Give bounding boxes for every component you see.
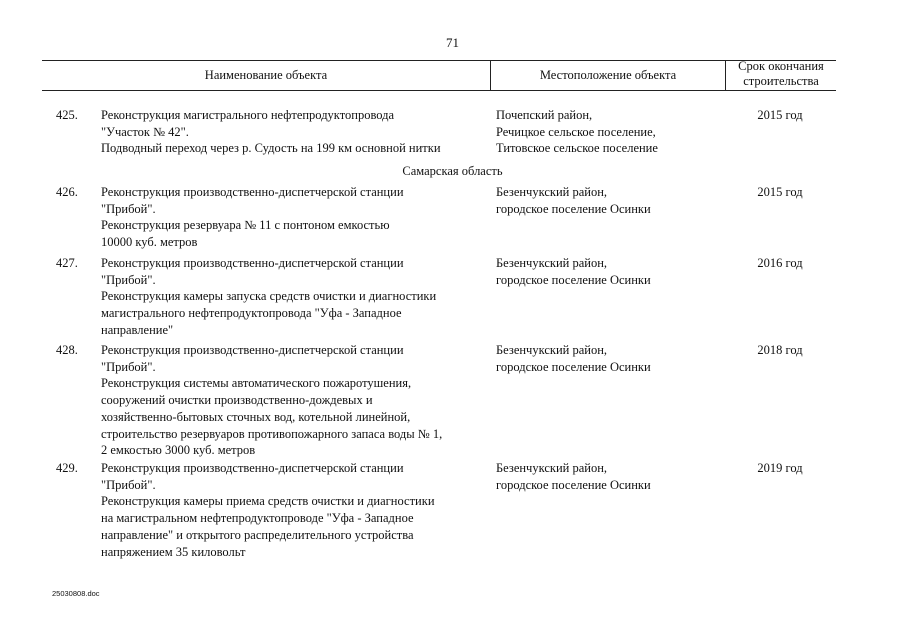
completion-year: 2015 год xyxy=(757,185,803,199)
object-location: Безенчукский район, городское поселение Осинки xyxy=(496,343,651,374)
region-heading: Самарская область xyxy=(402,164,503,178)
row-number: 426. xyxy=(56,185,78,199)
page-number: 71 xyxy=(446,35,459,50)
completion-year: 2019 год xyxy=(757,461,803,475)
header-deadline: Срок окончания строительства xyxy=(738,59,824,88)
object-name: Реконструкция производственно-диспетчерской станции "Прибой". Реконструкция системы автоматического пожаротушения, сооружений очистки производственно-дождевых и хозяйственно-бытовых сточных вод, котельной линейной, строительство резервуаров противопожарного запаса воды № 1, 2 емкостью 3000 куб. метров xyxy=(101,343,443,458)
object-location: Безенчукский район, городское поселение Осинки xyxy=(496,461,651,492)
header-bottom-rule xyxy=(42,90,836,91)
row-number: 427. xyxy=(56,256,78,270)
completion-year: 2016 год xyxy=(757,256,803,270)
completion-year: 2015 год xyxy=(757,108,803,122)
file-name-footer: 25030808.doc xyxy=(52,589,100,598)
object-name: Реконструкция магистрального нефтепродуктопровода "Участок № 42". Подводный переход через р. Судость на 199 км основной нитки xyxy=(101,108,441,156)
row-number: 425. xyxy=(56,108,78,122)
completion-year: 2018 год xyxy=(757,343,803,357)
header-location: Местоположение объекта xyxy=(539,68,677,82)
object-name: Реконструкция производственно-диспетчерской станции "Прибой". Реконструкция камеры запуска средств очистки и диагностики магистрального нефтепродуктопровода "Уфа - Западное направление" xyxy=(101,256,437,337)
row-number: 428. xyxy=(56,343,78,357)
object-location: Безенчукский район, городское поселение Осинки xyxy=(496,185,651,216)
object-name: Реконструкция производственно-диспетчерской станции "Прибой". Реконструкция резервуара № 11 с понтоном емкостью 10000 куб. метров xyxy=(101,185,404,250)
object-name: Реконструкция производственно-диспетчерской станции "Прибой". Реконструкция камеры приема средств очистки и диагностики на магистральном нефтепродуктопроводе "Уфа - Западное направление" и открытого распределительного устройства напряжением 35 киловольт xyxy=(101,461,435,559)
object-location: Безенчукский район, городское поселение Осинки xyxy=(496,256,651,287)
row-number: 429. xyxy=(56,461,78,475)
object-location: Почепский район, Речицкое сельское поселение, Титовское сельское поселение xyxy=(496,108,658,156)
header-name: Наименование объекта xyxy=(204,68,328,82)
header-top-rule xyxy=(42,60,836,61)
